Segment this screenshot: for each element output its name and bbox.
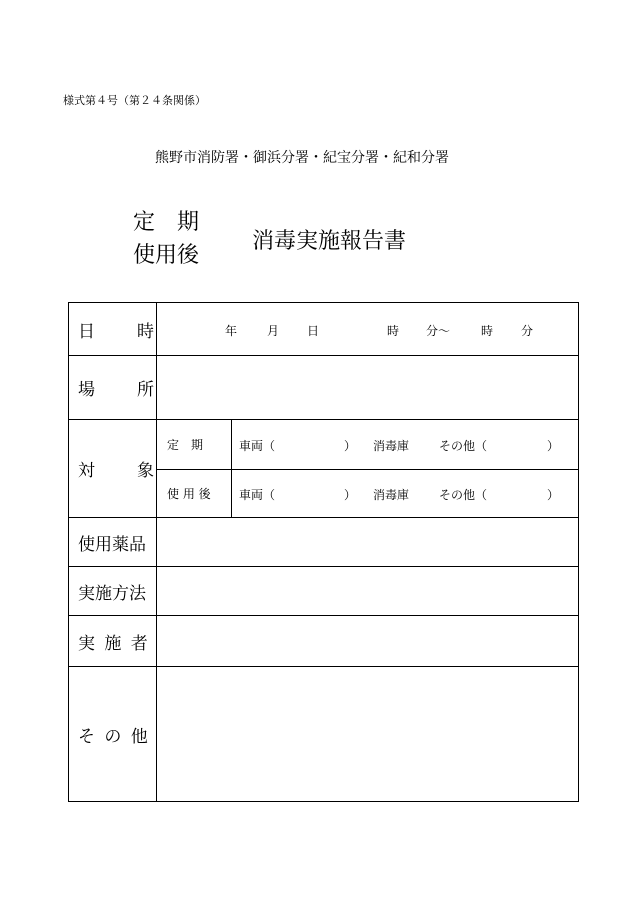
vehicle-regular-close: ） — [344, 439, 357, 453]
day-unit: 日 — [307, 324, 320, 338]
vehicle-after-use-close: ） — [344, 488, 357, 502]
method-row — [69, 567, 578, 616]
performer-row — [69, 616, 578, 667]
end-minute-unit: 分 — [521, 324, 534, 338]
vehicle-regular: 車両（ — [239, 439, 276, 453]
other-regular: その他（ — [439, 439, 488, 453]
report-table — [68, 302, 579, 802]
target-label: 対象 — [69, 420, 157, 517]
other-after-use-close: ） — [547, 488, 560, 502]
other-row — [69, 667, 578, 801]
place-row — [69, 356, 578, 420]
target-regular-label: 定 期 — [157, 420, 232, 469]
other-regular-close: ） — [547, 439, 560, 453]
chemicals-label: 使用薬品 — [69, 518, 157, 566]
form-number: 様式第４号（第２４条関係） — [63, 94, 206, 107]
method-label: 実施方法 — [69, 567, 157, 615]
other-after-use: その他（ — [439, 488, 488, 502]
vehicle-after-use: 車両（ — [239, 488, 276, 502]
start-minute-unit: 分～ — [426, 324, 451, 338]
document-title: 消毒実施報告書 — [252, 229, 407, 254]
report-type — [133, 206, 221, 272]
year-unit: 年 — [225, 324, 238, 338]
target-row — [69, 420, 578, 518]
month-unit: 月 — [267, 324, 280, 338]
chemicals-row — [69, 518, 578, 567]
other-label: そ の 他 — [69, 667, 157, 801]
date-row — [69, 303, 578, 356]
disinfection-room-after-use: 消毒庫 — [373, 488, 410, 502]
place-label: 場所 — [69, 356, 157, 419]
target-after-use-label: 使 用 後 — [157, 469, 232, 518]
report-type-regular: 定期 — [133, 210, 222, 235]
date-label: 日時 — [69, 303, 157, 355]
disinfection-room-regular: 消毒庫 — [373, 439, 410, 453]
end-hour-unit: 時 — [481, 324, 494, 338]
performer-label: 実 施 者 — [69, 616, 157, 666]
start-hour-unit: 時 — [387, 324, 400, 338]
departments-heading: 熊野市消防署・御浜分署・紀宝分署・紀和分署 — [155, 150, 449, 166]
report-type-after-use: 使用後 — [133, 243, 200, 268]
